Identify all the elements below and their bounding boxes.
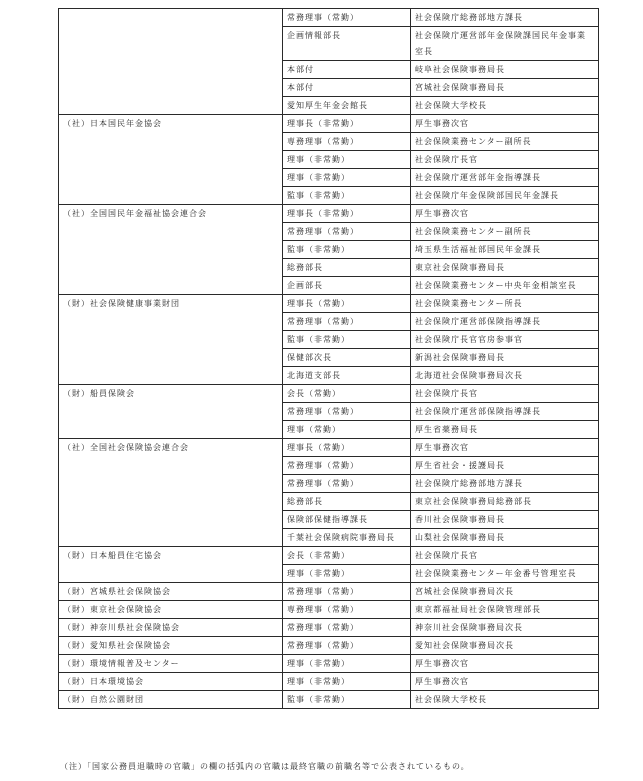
organization-cell <box>59 151 283 169</box>
previous-post-cell: 宮城社会保険事務局次長 <box>411 583 599 601</box>
table-row <box>59 565 599 583</box>
position-cell: 総務部長 <box>283 493 411 511</box>
table-row <box>59 331 599 349</box>
table-row <box>59 169 599 187</box>
previous-post-cell: 社会保険庁総務部地方課長 <box>411 9 599 27</box>
position-cell: 理事長（非常勤） <box>283 115 411 133</box>
table-row <box>59 403 599 421</box>
position-cell: 監事（非常勤） <box>283 241 411 259</box>
organization-cell: （社）全国社会保険協会連合会 <box>59 439 283 457</box>
position-cell: 常務理事（常勤） <box>283 475 411 493</box>
previous-post-cell: 新潟社会保険事務局長 <box>411 349 599 367</box>
position-cell: 常務理事（常勤） <box>283 457 411 475</box>
organization-cell <box>59 241 283 259</box>
table-row <box>59 259 599 277</box>
previous-post-cell: 社会保険庁長官 <box>411 547 599 565</box>
table-row <box>59 601 599 619</box>
previous-post-cell: 厚生事務次官 <box>411 439 599 457</box>
position-cell: 理事（非常勤） <box>283 169 411 187</box>
table-row <box>59 9 599 27</box>
position-cell: 保健部次長 <box>283 349 411 367</box>
table-row <box>59 691 599 709</box>
position-cell: 理事長（非常勤） <box>283 205 411 223</box>
position-cell: 専務理事（常勤） <box>283 601 411 619</box>
organization-cell <box>59 259 283 277</box>
table-row <box>59 187 599 205</box>
organization-cell: （財）社会保険健康事業財団 <box>59 295 283 313</box>
position-cell: 理事（非常勤） <box>283 151 411 169</box>
previous-post-cell: 社会保険庁運営部保険指導課長 <box>411 403 599 421</box>
previous-post-cell: 社会保険庁運営部保険指導課長 <box>411 313 599 331</box>
table-row <box>59 115 599 133</box>
position-cell: 理事（常勤） <box>283 421 411 439</box>
position-cell: 企画情報部長 <box>283 27 411 61</box>
table-row <box>59 655 599 673</box>
table-row <box>59 313 599 331</box>
organization-cell <box>59 187 283 205</box>
previous-post-cell: 社会保険業務センター所長 <box>411 295 599 313</box>
previous-post-cell: 岐阜社会保険事務局長 <box>411 61 599 79</box>
position-cell: 常務理事（常勤） <box>283 637 411 655</box>
table-row <box>59 205 599 223</box>
previous-post-cell: 香川社会保険事務局長 <box>411 511 599 529</box>
previous-post-cell: 社会保険大学校長 <box>411 691 599 709</box>
table-row <box>59 277 599 295</box>
organization-cell <box>59 223 283 241</box>
table-row <box>59 385 599 403</box>
table-row <box>59 295 599 313</box>
position-cell: 常務理事（常勤） <box>283 9 411 27</box>
previous-post-cell: 愛知社会保険事務局次長 <box>411 637 599 655</box>
previous-post-cell: 東京社会保険事務局総務部長 <box>411 493 599 511</box>
position-cell: 千葉社会保険病院事務局長 <box>283 529 411 547</box>
table-row <box>59 241 599 259</box>
position-cell: 企画部長 <box>283 277 411 295</box>
organization-cell <box>59 475 283 493</box>
organization-cell <box>59 511 283 529</box>
position-cell: 監事（非常勤） <box>283 691 411 709</box>
table-row <box>59 349 599 367</box>
organization-cell <box>59 169 283 187</box>
position-cell: 会長（非常勤） <box>283 547 411 565</box>
organization-cell <box>59 9 283 27</box>
organization-cell <box>59 313 283 331</box>
table-row <box>59 133 599 151</box>
previous-post-cell: 厚生事務次官 <box>411 205 599 223</box>
position-cell: 総務部長 <box>283 259 411 277</box>
previous-post-cell: 東京社会保険事務局長 <box>411 259 599 277</box>
position-cell: 常務理事（常勤） <box>283 403 411 421</box>
previous-post-cell: 社会保険庁運営部年金指導課長 <box>411 169 599 187</box>
previous-post-cell: 社会保険業務センター年金番号管理室長 <box>411 565 599 583</box>
previous-post-cell: 北海道社会保険事務局次長 <box>411 367 599 385</box>
table-row <box>59 223 599 241</box>
footnote: （注）「国家公務員退職時の官職」の欄の括弧内の官職は最終官職の前職名等で公表されているもの。 <box>60 762 470 771</box>
organization-cell <box>59 331 283 349</box>
organization-cell <box>59 97 283 115</box>
position-cell: 本部付 <box>283 61 411 79</box>
table-row <box>59 475 599 493</box>
position-cell: 常務理事（常勤） <box>283 313 411 331</box>
table-row <box>59 493 599 511</box>
table-row <box>59 421 599 439</box>
organization-cell: （財）愛知県社会保険協会 <box>59 637 283 655</box>
previous-post-cell: 社会保険庁総務部地方課長 <box>411 475 599 493</box>
previous-post-cell: 神奈川社会保険事務局次長 <box>411 619 599 637</box>
organization-cell: （財）神奈川県社会保険協会 <box>59 619 283 637</box>
organization-cell <box>59 349 283 367</box>
previous-post-cell: 社会保険庁長官官房参事官 <box>411 331 599 349</box>
table-row <box>59 673 599 691</box>
previous-post-cell: 社会保険業務センター中央年金相談室長 <box>411 277 599 295</box>
previous-post-cell: 社会保険庁年金保険部国民年金課長 <box>411 187 599 205</box>
table-row <box>59 529 599 547</box>
organization-cell: （財）日本船員住宅協会 <box>59 547 283 565</box>
table-row <box>59 547 599 565</box>
organization-cell: （財）日本環境協会 <box>59 673 283 691</box>
previous-post-cell: 社会保険庁長官 <box>411 151 599 169</box>
previous-post-cell: 厚生事務次官 <box>411 655 599 673</box>
previous-post-cell: 社会保険大学校長 <box>411 97 599 115</box>
organization-cell <box>59 277 283 295</box>
organization-cell <box>59 133 283 151</box>
previous-post-cell: 山梨社会保険事務局長 <box>411 529 599 547</box>
organization-cell <box>59 79 283 97</box>
position-cell: 北海道支部長 <box>283 367 411 385</box>
position-cell: 理事（非常勤） <box>283 565 411 583</box>
previous-post-cell: 宮城社会保険事務局長 <box>411 79 599 97</box>
previous-post-cell: 厚生省薬務局長 <box>411 421 599 439</box>
organization-cell <box>59 421 283 439</box>
position-cell: 監事（非常勤） <box>283 331 411 349</box>
position-cell: 会長（常勤） <box>283 385 411 403</box>
organization-cell: （財）宮城県社会保険協会 <box>59 583 283 601</box>
table-row <box>59 457 599 475</box>
organization-cell <box>59 27 283 61</box>
position-cell: 理事長（常勤） <box>283 295 411 313</box>
position-cell: 保険部保健指導課長 <box>283 511 411 529</box>
position-cell: 理事（非常勤） <box>283 655 411 673</box>
table-body <box>59 9 599 709</box>
previous-post-cell: 社会保険庁運営部年金保険課国民年金事業室長 <box>411 27 599 61</box>
organization-cell <box>59 403 283 421</box>
organization-cell <box>59 61 283 79</box>
previous-post-cell: 東京都福祉局社会保険管理部長 <box>411 601 599 619</box>
organization-cell: （財）自然公園財団 <box>59 691 283 709</box>
table-row <box>59 61 599 79</box>
organization-cell <box>59 493 283 511</box>
previous-post-cell: 厚生事務次官 <box>411 673 599 691</box>
table-row <box>59 439 599 457</box>
table-row <box>59 583 599 601</box>
table-row <box>59 637 599 655</box>
position-cell: 常務理事（常勤） <box>283 223 411 241</box>
previous-post-cell: 社会保険業務センター副所長 <box>411 223 599 241</box>
position-cell: 本部付 <box>283 79 411 97</box>
table-row <box>59 511 599 529</box>
table-row <box>59 619 599 637</box>
previous-post-cell: 社会保険業務センター副所長 <box>411 133 599 151</box>
table-row <box>59 367 599 385</box>
position-cell: 専務理事（常勤） <box>283 133 411 151</box>
position-cell: 常務理事（常勤） <box>283 619 411 637</box>
organization-cell <box>59 565 283 583</box>
organization-cell: （財）東京社会保険協会 <box>59 601 283 619</box>
officials-table <box>58 8 599 709</box>
previous-post-cell: 社会保険庁長官 <box>411 385 599 403</box>
organization-cell <box>59 529 283 547</box>
table-row <box>59 151 599 169</box>
organization-cell <box>59 367 283 385</box>
table-row <box>59 79 599 97</box>
organization-cell: （財）環境情報普及センター <box>59 655 283 673</box>
table-row <box>59 97 599 115</box>
previous-post-cell: 埼玉県生活福祉部国民年金課長 <box>411 241 599 259</box>
organization-cell: （財）船員保険会 <box>59 385 283 403</box>
position-cell: 愛知厚生年金会館長 <box>283 97 411 115</box>
previous-post-cell: 厚生省社会・援護局長 <box>411 457 599 475</box>
previous-post-cell: 厚生事務次官 <box>411 115 599 133</box>
table-row <box>59 27 599 61</box>
position-cell: 理事（非常勤） <box>283 673 411 691</box>
position-cell: 理事長（常勤） <box>283 439 411 457</box>
position-cell: 常務理事（常勤） <box>283 583 411 601</box>
organization-cell: （社）全国国民年金福祉協会連合会 <box>59 205 283 223</box>
organization-cell: （社）日本国民年金協会 <box>59 115 283 133</box>
organization-cell <box>59 457 283 475</box>
position-cell: 監事（非常勤） <box>283 187 411 205</box>
